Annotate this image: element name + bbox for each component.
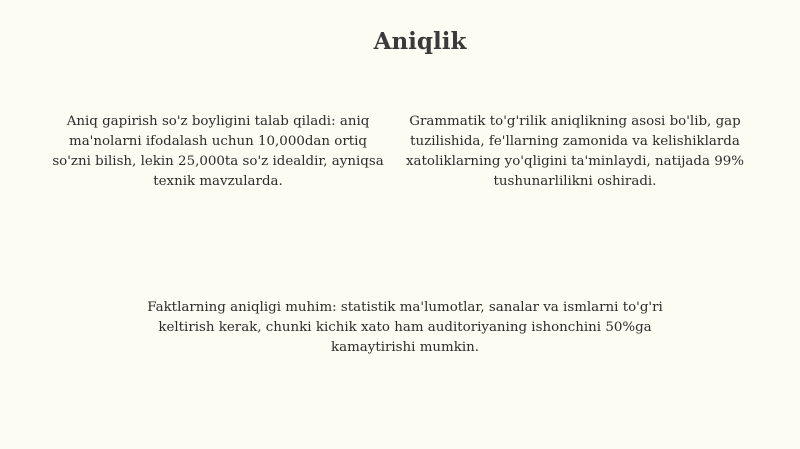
paragraph-vocabulary: Aniq gapirish so'z boyligini talab qiladi: aniq ma'nolarni ifodalash uchun 10,000dan ortiq so'zni bilish, lekin 25,000ta so'z idealdir, ayniqsa texnik mavzularda. bbox=[52, 114, 384, 189]
slide-title: Aniqlik bbox=[373, 28, 467, 55]
paragraph-facts: Faktlarning aniqligi muhim: statistik ma'lumotlar, sanalar va ismlarni to'g'ri keltirish kerak, chunki kichik xato ham auditoriyaning ishonchini 50%ga kamaytirishi mumkin. bbox=[147, 300, 663, 355]
paragraph-grammar: Grammatik to'g'rilik aniqlikning asosi bo'lib, gap tuzilishida, fe'llarning zamonida va kelishiklarda xatoliklarning yo'qligini ta'minlaydi, natijada 99% tushunarlilikni oshiradi. bbox=[406, 114, 744, 189]
